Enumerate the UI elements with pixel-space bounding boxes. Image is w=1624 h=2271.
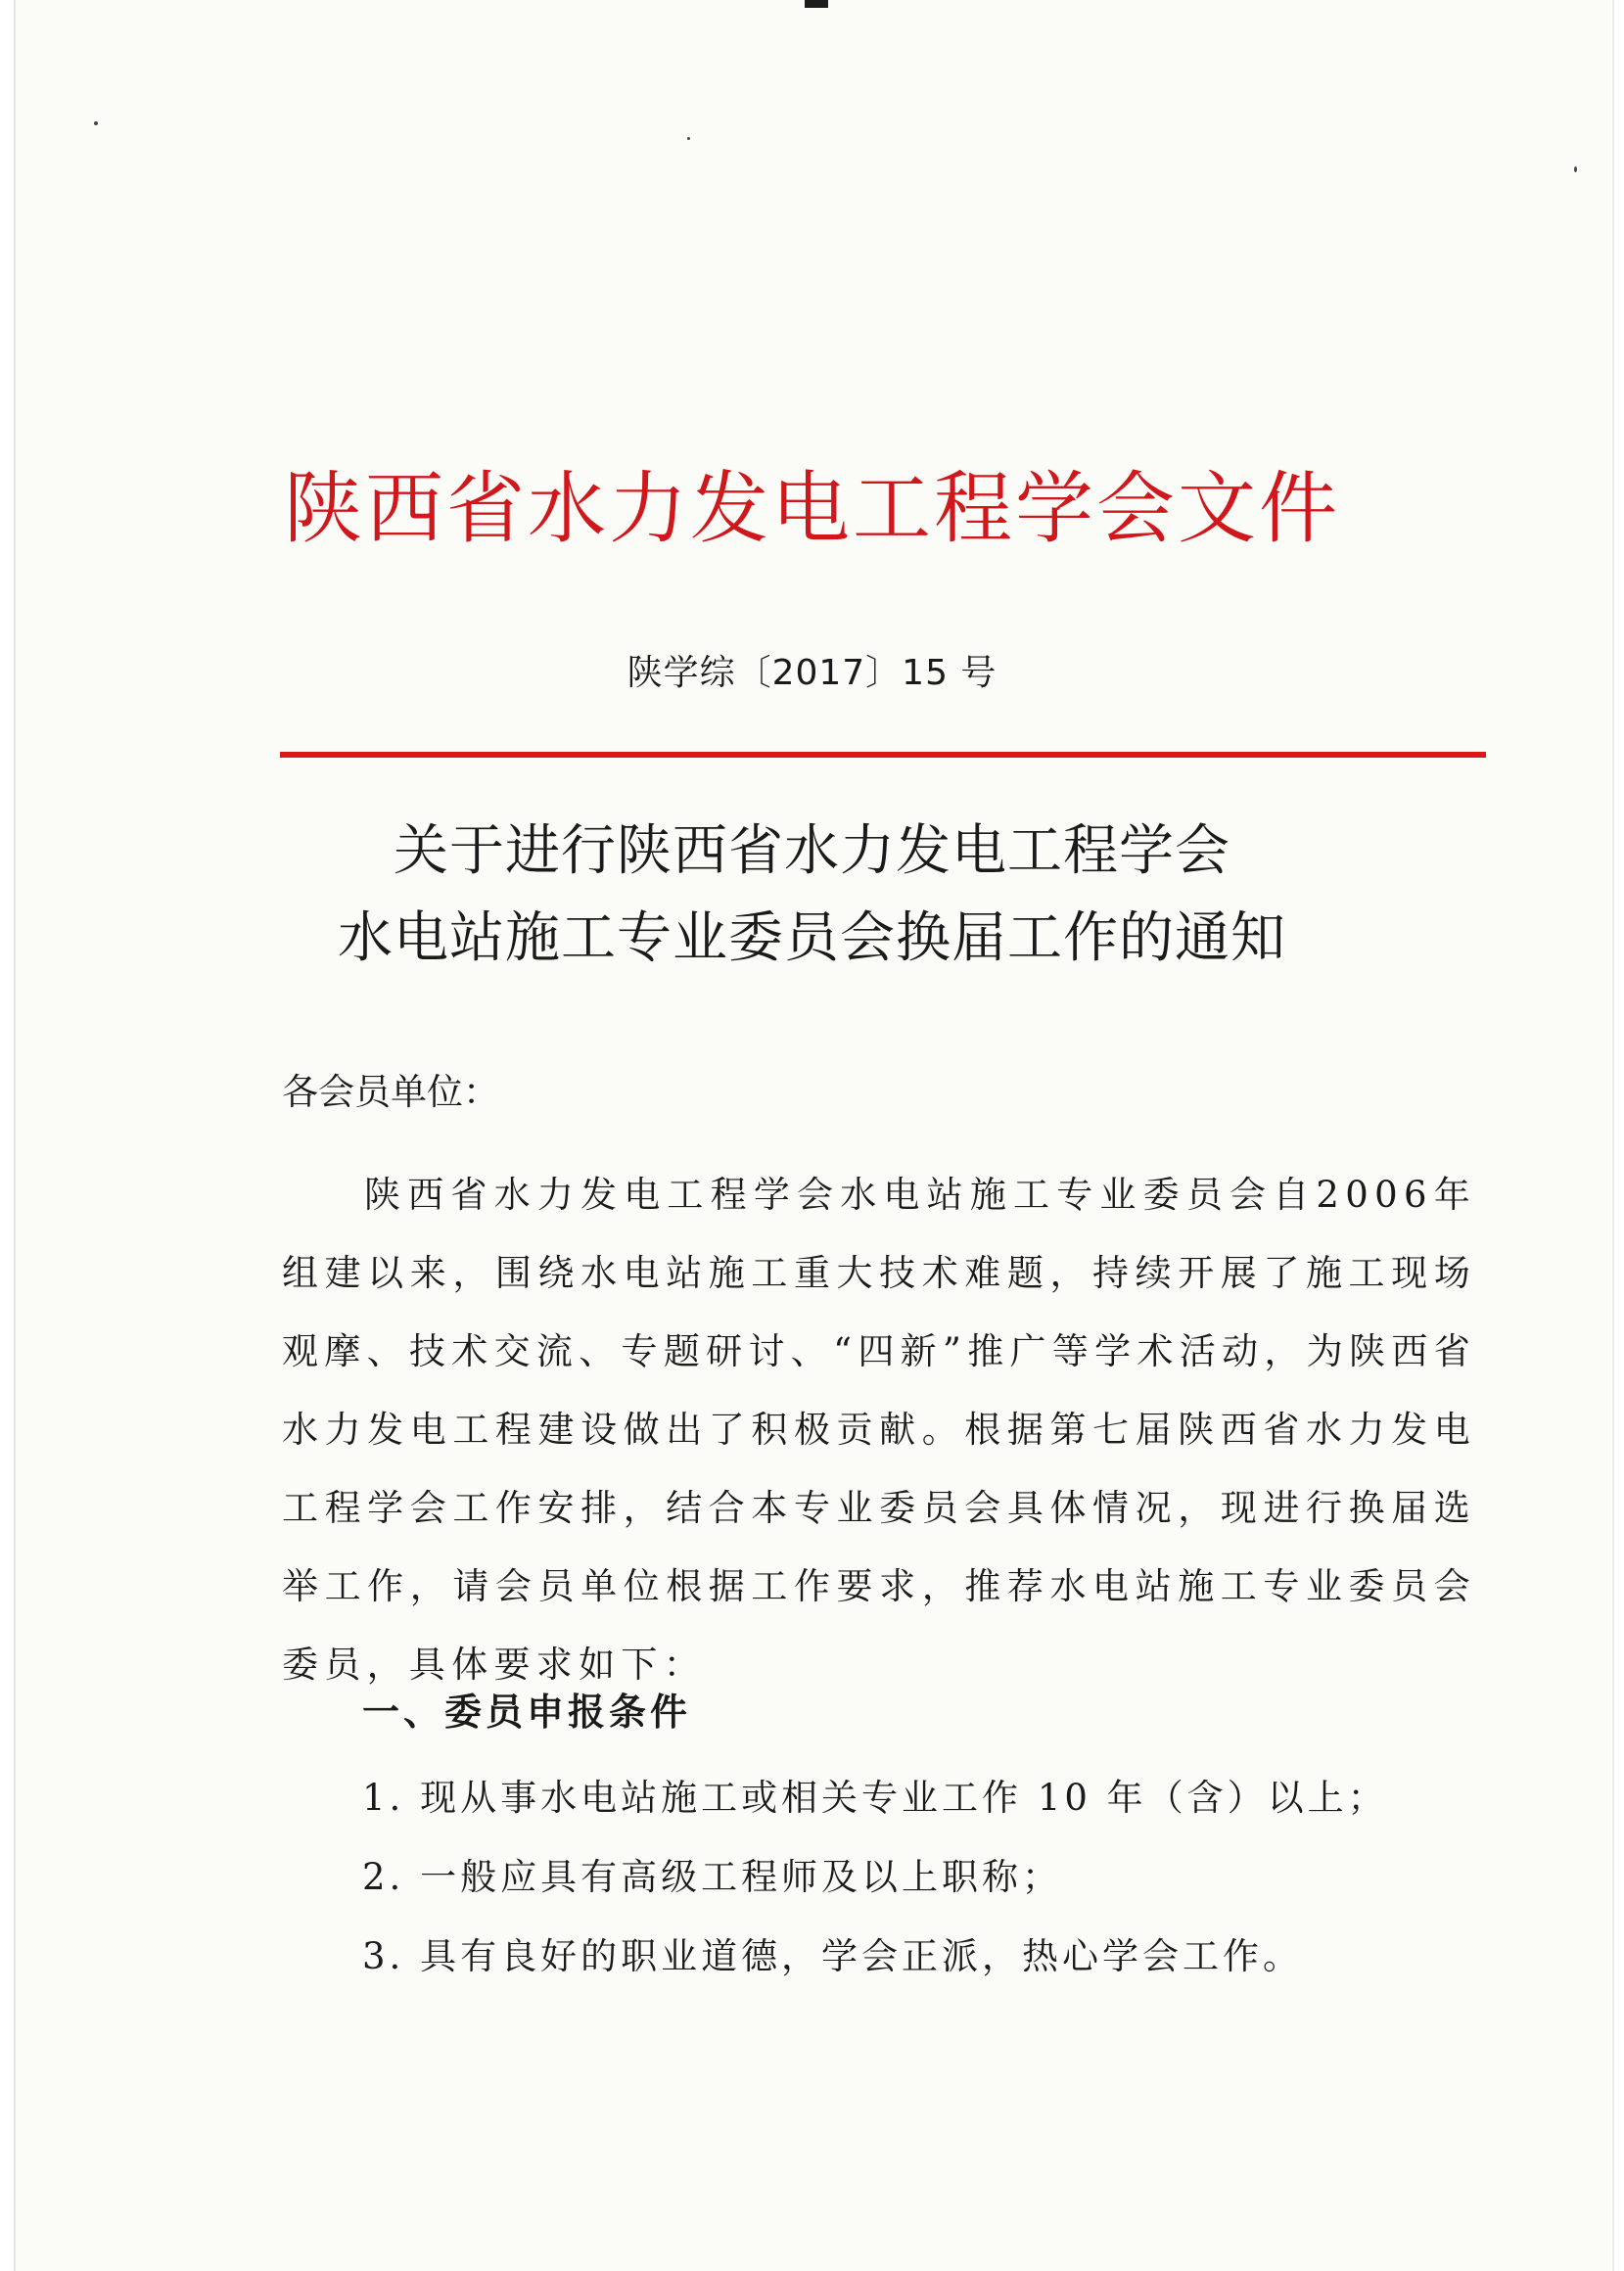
document-header-title: 陕西省水力发电工程学会文件: [284, 463, 1340, 554]
body-paragraph: 陕西省水力发电工程学会水电站施工专业委员会自2006年组建以来，围绕水电站施工重大技术难题，持续开展了施工现场观摩、技术交流、专题研讨、“四新”推广等学术活动，为陕西省水力发电工程建设做出了积极贡献。根据第七届陕西省水力发电工程学会工作安排，结合本专业委员会具体情况，现进行换届选举工作，请会员单位根据工作要求，推荐水电站施工专业委员会委员，具体要求如下：: [282, 1174, 1476, 1686]
scan-speck: [1574, 166, 1577, 172]
condition-item: 2. 一般应具有高级工程师及以上职称；: [362, 1856, 1063, 1898]
document-number: 陕学综〔2017〕15 号: [626, 653, 998, 693]
scan-speck: [687, 137, 690, 140]
salutation: 各会员单位：: [282, 1071, 499, 1113]
red-divider-rule: [280, 752, 1486, 758]
scanned-page: [14, 0, 1614, 2271]
notice-title-line-1: 关于进行陕西省水力发电工程学会: [394, 819, 1230, 883]
notice-title-line-2: 水电站施工专业委员会换届工作的通知: [338, 906, 1286, 970]
scan-edge-mark: [805, 0, 828, 8]
condition-item: 3. 具有良好的职业道德，学会正派，热心学会工作。: [362, 1935, 1304, 1977]
scan-speck: [94, 121, 98, 125]
section-heading: 一、委员申报条件: [362, 1690, 692, 1734]
condition-item: 1. 现从事水电站施工或相关专业工作 10 年（含）以上；: [362, 1777, 1388, 1819]
